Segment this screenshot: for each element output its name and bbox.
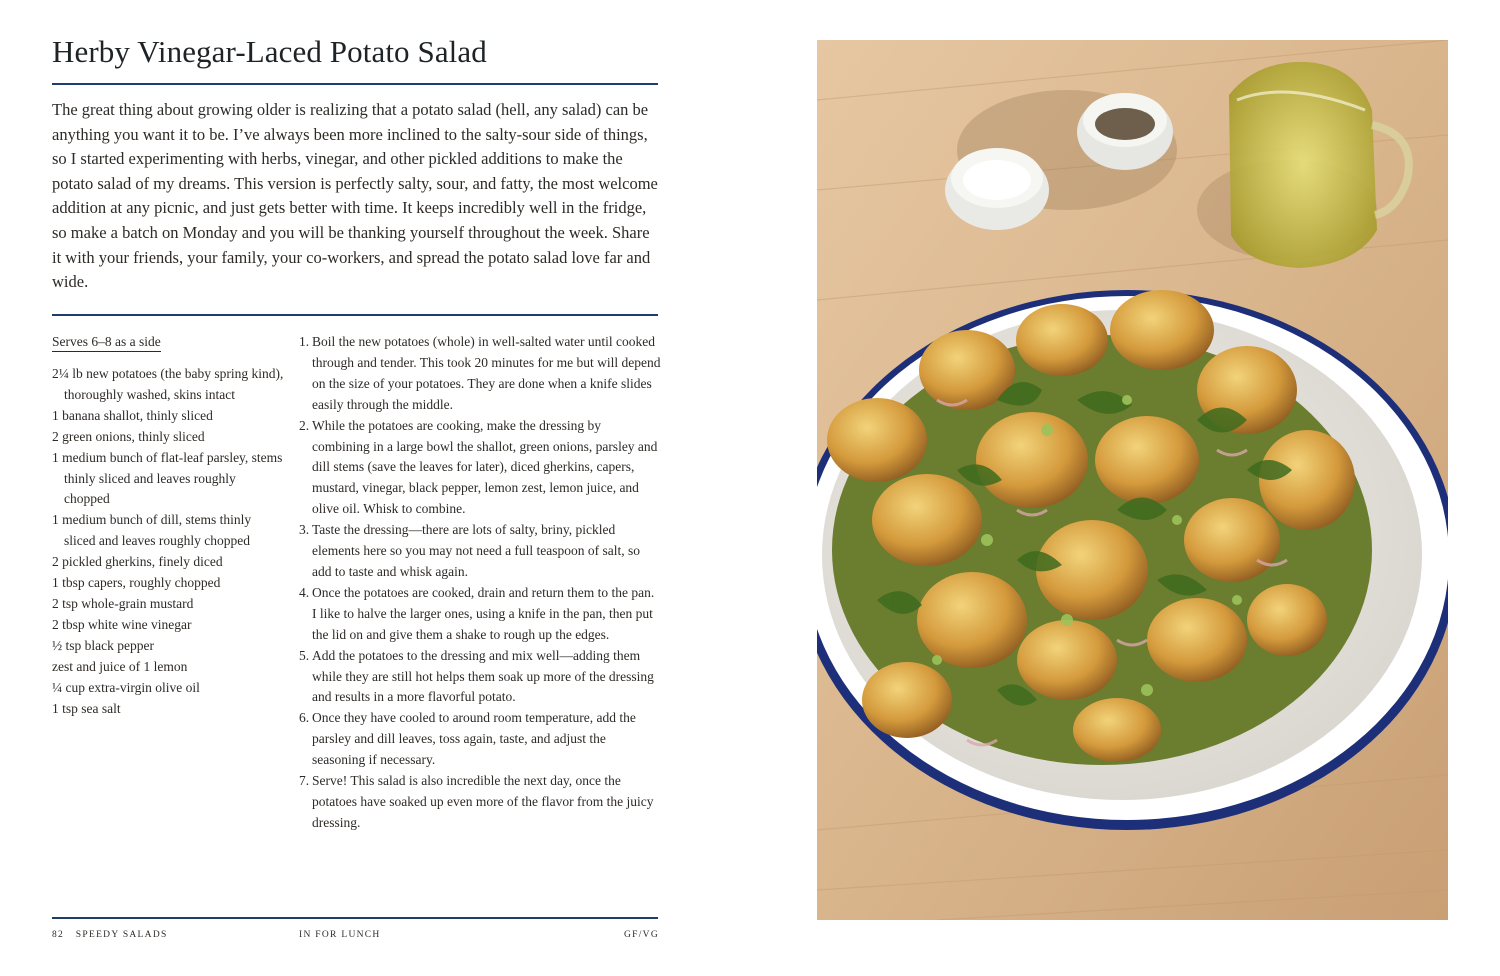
ingredient-item: 1 tbsp capers, roughly chopped bbox=[52, 575, 221, 591]
step-number: 5. bbox=[299, 647, 310, 663]
ingredient-item: 1 banana shallot, thinly sliced bbox=[52, 407, 213, 423]
intro-rule bbox=[52, 314, 658, 316]
ingredient-item: 1 medium bunch of flat-leaf parsley, stems thinly sliced and leaves roughly chopped bbox=[52, 449, 283, 507]
method-steps bbox=[299, 332, 661, 834]
title-rule bbox=[52, 83, 658, 85]
ingredient-item: zest and juice of 1 lemon bbox=[52, 658, 188, 674]
method-step bbox=[299, 646, 661, 709]
step-text: Boil the new potatoes (whole) in well-salted water until cooked through and tender. This took 20 minutes for me but will depend on the size of your potatoes. They are done when a knife slides easily through the middle. bbox=[312, 334, 661, 412]
diet-tags: GF/VG bbox=[624, 930, 660, 940]
ingredient-item: ¼ cup extra-virgin olive oil bbox=[52, 679, 200, 695]
ingredient-item: ½ tsp black pepper bbox=[52, 637, 154, 653]
step-number: 4. bbox=[299, 584, 310, 600]
chapter-name: IN FOR LUNCH bbox=[299, 930, 381, 940]
method-step bbox=[299, 708, 661, 771]
ingredient-item: 2 tsp whole-grain mustard bbox=[52, 595, 194, 611]
page-number: 82 bbox=[52, 930, 65, 940]
step-number: 6. bbox=[299, 710, 310, 726]
step-text: While the potatoes are cooking, make the dressing by combining in a large bowl the shallot, green onions, parsley and dill stems (save the leaves for later), diced gherkins, capers, mustard, vinegar, black pepper, lemon zest, lemon juice, and olive oil. Whisk to combine. bbox=[312, 417, 658, 517]
step-text: Once the potatoes are cooked, drain and return them to the pan. I like to halve the larger ones, using a knife in the pan, then put the lid on and give them a shake to rough up the edges. bbox=[312, 584, 655, 642]
step-text: Add the potatoes to the dressing and mix well—adding them while they are still hot helps them soak up more of the dressing and results in a more flavorful potato. bbox=[312, 647, 654, 705]
serves-label: Serves 6–8 as a side bbox=[52, 334, 161, 352]
ingredient-item: 1 medium bunch of dill, stems thinly sliced and leaves roughly chopped bbox=[52, 512, 252, 549]
method-step bbox=[299, 771, 661, 834]
method-step bbox=[299, 332, 661, 416]
ingredient-item: 1 tsp sea salt bbox=[52, 700, 121, 716]
ingredients-list bbox=[52, 364, 284, 719]
method-step bbox=[299, 416, 661, 521]
step-text: Once they have cooled to around room temperature, add the parsley and dill leaves, toss again, taste, and adjust the seasoning if necessary. bbox=[312, 710, 636, 768]
step-number: 2. bbox=[299, 417, 310, 433]
ingredient-item: 2 pickled gherkins, finely diced bbox=[52, 554, 223, 570]
footer-left bbox=[52, 930, 168, 940]
step-text: Serve! This salad is also incredible the next day, once the potatoes have soaked up even more of the flavor from the juicy dressing. bbox=[312, 773, 654, 830]
recipe-title: Herby Vinegar-Laced Potato Salad bbox=[52, 34, 487, 69]
ingredient-item: 2 green onions, thinly sliced bbox=[52, 428, 205, 444]
potato-salad-photo bbox=[817, 40, 1448, 920]
step-text: Taste the dressing—there are lots of salty, briny, pickled elements here so you may not need a full teaspoon of salt, so add to taste and whisk again. bbox=[312, 522, 641, 579]
step-number: 1. bbox=[299, 334, 310, 349]
method-step bbox=[299, 583, 661, 646]
section-name: SPEEDY SALADS bbox=[75, 930, 168, 940]
recipe-intro: The great thing about growing older is realizing that a potato salad (hell, any salad) can be anything you want it to be. I’ve always been more inclined to the salty-sour side of things, so I started experimenting with herbs, vinegar, and other pickled additions to make the potato salad of my dreams. This version is perfectly salty, sour, and fatty, the most welcome addition at any picnic, and just gets better with time. It keeps incredibly well in the fridge, so make a batch on Monday and you will be thanking yourself throughout the week. Share it with your friends, your family, your co-workers, and spread the potato salad love far and wide. bbox=[52, 100, 658, 292]
ingredient-item: 2 tbsp white wine vinegar bbox=[52, 616, 192, 632]
method-step bbox=[299, 520, 661, 583]
step-number: 3. bbox=[299, 522, 310, 538]
ingredient-item: 2¼ lb new potatoes (the baby spring kind), thoroughly washed, skins intact bbox=[52, 366, 284, 402]
footer-rule bbox=[52, 917, 658, 919]
step-number: 7. bbox=[299, 773, 310, 789]
